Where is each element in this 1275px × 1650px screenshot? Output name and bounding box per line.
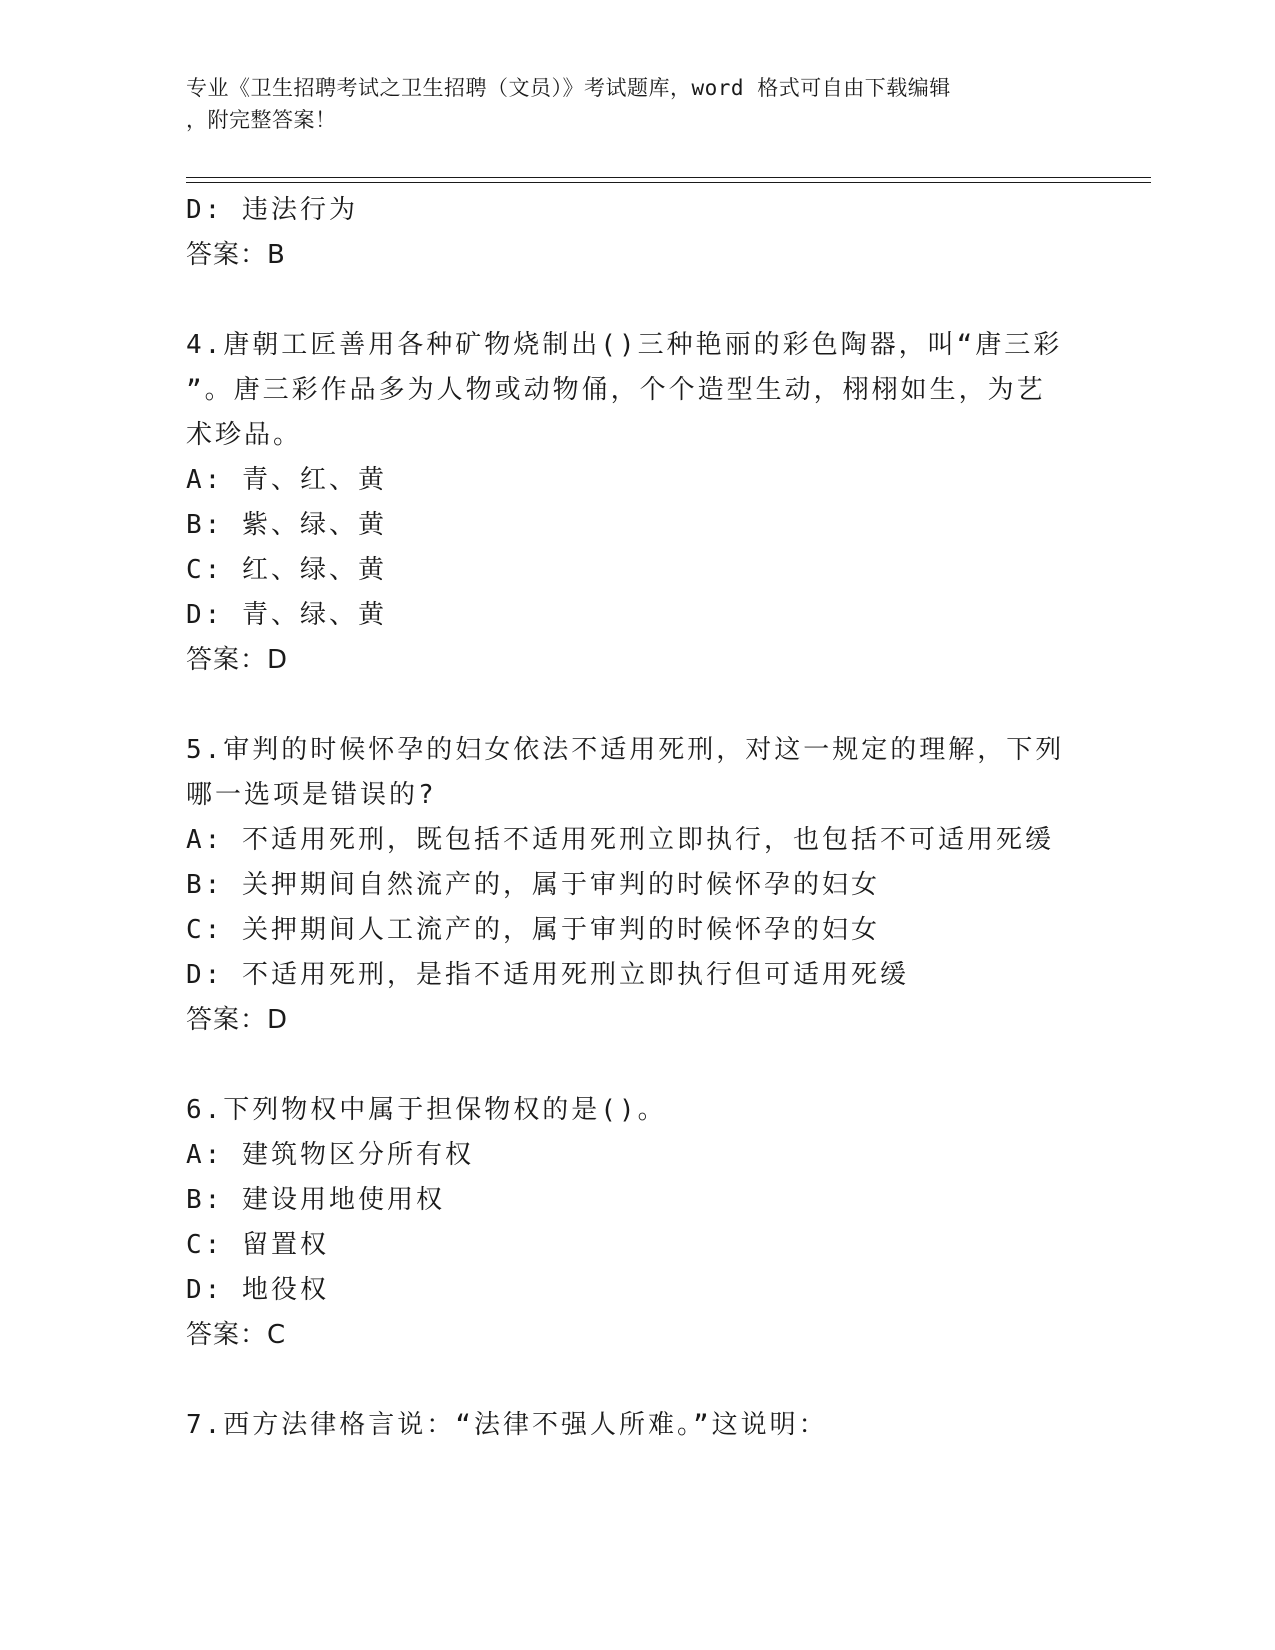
header-rule-bottom bbox=[186, 182, 1151, 183]
question-text-line: 7.西方法律格言说：“法律不强人所难。”这说明： bbox=[186, 1410, 828, 1440]
answer: 答案：B bbox=[186, 240, 286, 270]
spacer bbox=[186, 683, 1066, 728]
header-rule-top bbox=[186, 177, 1151, 178]
option-c: C: 留置权 bbox=[186, 1230, 329, 1260]
document-header bbox=[186, 72, 1066, 136]
option-b: B: 建设用地使用权 bbox=[186, 1185, 445, 1215]
question-3 bbox=[186, 188, 1066, 278]
question-text-line: 4.唐朝工匠善用各种矿物烧制出()三种艳丽的彩色陶器，叫“唐三彩 bbox=[186, 330, 1063, 360]
question-text-line: 6.下列物权中属于担保物权的是()。 bbox=[186, 1095, 667, 1125]
question-text-line: 5.审判的时候怀孕的妇女依法不适用死刑，对这一规定的理解，下列 bbox=[186, 735, 1065, 765]
option-d: D: 不适用死刑，是指不适用死刑立即执行但可适用死缓 bbox=[186, 960, 909, 990]
question-6 bbox=[186, 1088, 1066, 1358]
option-b: B: 紫、绿、黄 bbox=[186, 510, 387, 540]
header-line-2: ，附完整答案！ bbox=[186, 108, 337, 132]
option-d: D: 违法行为 bbox=[186, 195, 358, 225]
option-a: A: 建筑物区分所有权 bbox=[186, 1140, 474, 1170]
option-d: D: 青、绿、黄 bbox=[186, 600, 387, 630]
question-list bbox=[186, 188, 1066, 1448]
question-4 bbox=[186, 323, 1066, 683]
answer: 答案：C bbox=[186, 1320, 287, 1350]
option-c: C: 红、绿、黄 bbox=[186, 555, 387, 585]
spacer bbox=[186, 1043, 1066, 1088]
question-text-line: ”。唐三彩作品多为人物或动物俑，个个造型生动，栩栩如生，为艺 bbox=[186, 375, 1046, 405]
option-a: A: 青、红、黄 bbox=[186, 465, 387, 495]
spacer bbox=[186, 278, 1066, 323]
answer: 答案：D bbox=[186, 1005, 289, 1035]
answer: 答案：D bbox=[186, 645, 289, 675]
question-5 bbox=[186, 728, 1066, 1043]
option-d: D: 地役权 bbox=[186, 1275, 329, 1305]
option-a: A: 不适用死刑，既包括不适用死刑立即执行，也包括不可适用死缓 bbox=[186, 825, 1054, 855]
spacer bbox=[186, 1358, 1066, 1403]
question-7 bbox=[186, 1403, 1066, 1448]
option-c: C: 关押期间人工流产的，属于审判的时候怀孕的妇女 bbox=[186, 915, 880, 945]
question-text-line: 术珍品。 bbox=[186, 420, 303, 450]
header-line-1: 专业《卫生招聘考试之卫生招聘（文员）》考试题库，word 格式可自由下载编辑 bbox=[186, 76, 951, 100]
option-b: B: 关押期间自然流产的，属于审判的时候怀孕的妇女 bbox=[186, 870, 880, 900]
question-text-line: 哪一选项是错误的? bbox=[186, 780, 437, 810]
